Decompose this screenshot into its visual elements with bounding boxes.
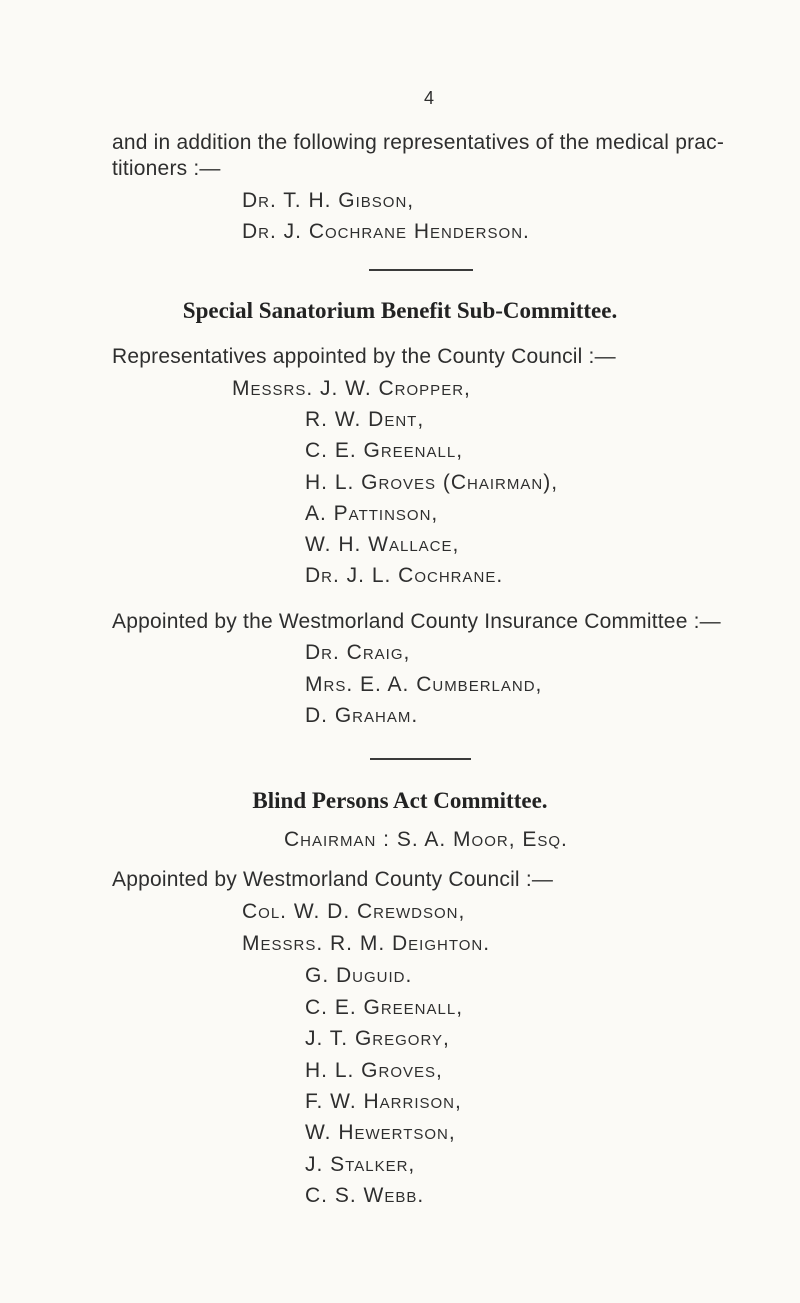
blind-member: J. T. Gregory, xyxy=(305,1027,450,1050)
blind-member: Col. W. D. Crewdson, xyxy=(242,900,466,923)
blind-member: W. Hewertson, xyxy=(305,1121,456,1144)
county-council-intro: Representatives appointed by the County Council :— xyxy=(112,345,616,368)
cc-member: Messrs. J. W. Cropper, xyxy=(232,377,471,400)
blind-member: Messrs. R. M. Deighton. xyxy=(242,932,491,955)
blind-council-intro: Appointed by Westmorland County Council :— xyxy=(112,868,554,891)
blind-member: G. Duguid. xyxy=(305,964,413,987)
insurance-member: Dr. Craig, xyxy=(305,641,411,664)
blind-member: C. S. Webb. xyxy=(305,1184,425,1207)
section-divider xyxy=(369,269,473,271)
page-number: 4 xyxy=(424,88,435,108)
blind-member: H. L. Groves, xyxy=(305,1059,443,1082)
intro-line-1: and in addition the following representatives of the medical prac- xyxy=(112,131,725,154)
cc-member: Dr. J. L. Cochrane. xyxy=(305,564,504,587)
chairman-line: Chairman : S. A. Moor, Esq. xyxy=(284,828,568,851)
blind-member: J. Stalker, xyxy=(305,1153,416,1176)
blind-member: C. E. Greenall, xyxy=(305,996,464,1019)
cc-member: R. W. Dent, xyxy=(305,408,425,431)
medical-rep-2: Dr. J. Cochrane Henderson. xyxy=(242,220,530,243)
insurance-member: Mrs. E. A. Cumberland, xyxy=(305,673,543,696)
cc-member: A. Pattinson, xyxy=(305,502,439,525)
blind-member: F. W. Harrison, xyxy=(305,1090,462,1113)
cc-member: H. L. Groves (Chairman), xyxy=(305,471,559,494)
insurance-intro: Appointed by the Westmorland County Insurance Committee :— xyxy=(112,610,721,633)
cc-member: C. E. Greenall, xyxy=(305,439,464,462)
cc-member: W. H. Wallace, xyxy=(305,533,460,556)
medical-rep-1: Dr. T. H. Gibson, xyxy=(242,189,415,212)
sanatorium-heading: Special Sanatorium Benefit Sub-Committee. xyxy=(182,298,618,323)
intro-line-2: titioners :— xyxy=(112,157,221,180)
blind-heading: Blind Persons Act Committee. xyxy=(252,788,548,813)
section-divider xyxy=(370,758,471,760)
insurance-member: D. Graham. xyxy=(305,704,419,727)
